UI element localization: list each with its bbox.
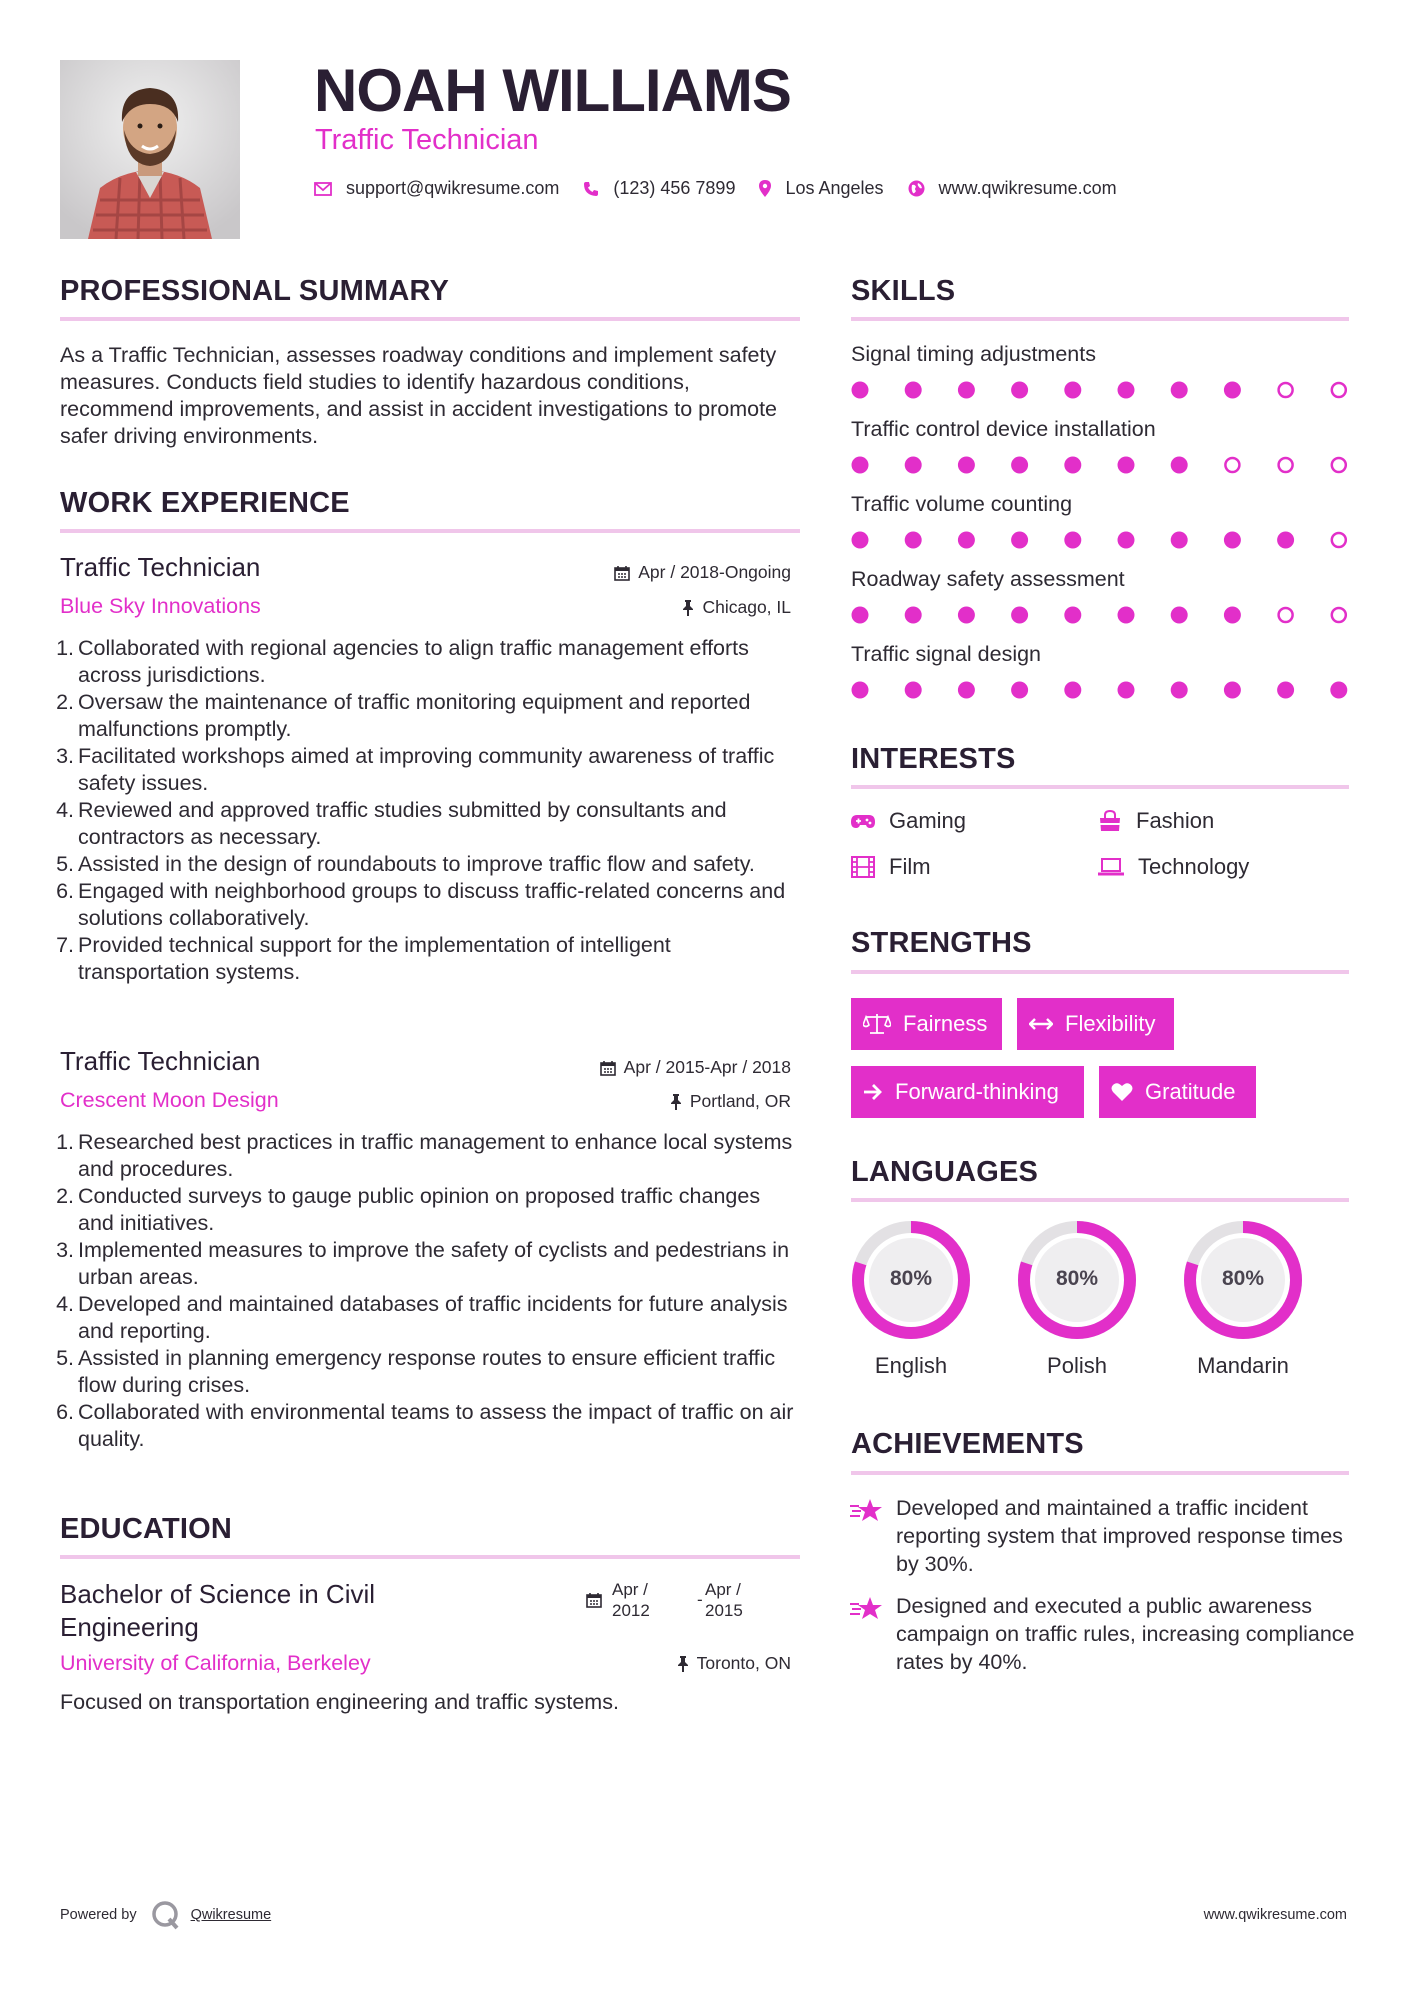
- gamepad-icon: [851, 813, 875, 829]
- bullet-number: 4.: [56, 1292, 74, 1316]
- bullet-text: Provided technical support for the implementation of intelligent transportation systems.: [78, 933, 671, 984]
- skill-dot-filled: [1224, 682, 1241, 699]
- skill-dot-filled: [905, 457, 922, 474]
- bullet-text: Implemented measures to improve the safety of cyclists and pedestrians in urban areas.: [78, 1238, 790, 1289]
- education-end-year: 2015: [705, 1601, 743, 1620]
- strength-tag-gratitude: [1099, 1066, 1256, 1118]
- bullet-number: 6.: [56, 879, 74, 903]
- skills-heading: SKILLS: [851, 275, 956, 307]
- experience-divider: [60, 529, 800, 533]
- skill-dot-empty: [1279, 458, 1293, 472]
- language-percent: 80%: [1055, 1267, 1099, 1290]
- shooting-star-icon: [849, 1594, 883, 1622]
- pushpin-icon: [682, 600, 694, 616]
- strength-tag-fairness: [851, 998, 1002, 1050]
- skill-rating: [851, 605, 1349, 625]
- bullet-item: [56, 743, 800, 797]
- job-2-location-text: Portland, OR: [689, 1091, 791, 1111]
- contact-bar: [314, 178, 1141, 199]
- skill-dot-filled: [1011, 382, 1028, 399]
- job-1-bullets: [56, 635, 800, 986]
- bullet-item: [56, 635, 800, 689]
- bullet-text: Conducted surveys to gauge public opinion on proposed traffic changes and initiatives.: [78, 1184, 761, 1235]
- bullet-item: [56, 1183, 800, 1237]
- summary-text: As a Traffic Technician, assesses roadway conditions and implement safety measures. Conducts field studies to identify hazardous conditions, recommend improvements, and assist in accident investigations to promote safer driving environments.: [60, 343, 778, 448]
- interest-fashion: [1098, 808, 1214, 834]
- bullet-number: 3.: [56, 744, 74, 768]
- bullet-item: [56, 797, 800, 851]
- skill-dot-filled: [1064, 382, 1081, 399]
- skill-dot-filled: [1171, 457, 1188, 474]
- skill-dot-filled: [905, 382, 922, 399]
- skill-dot-filled: [1011, 682, 1028, 699]
- bullet-number: 1.: [56, 636, 74, 660]
- bullet-number: 6.: [56, 1400, 74, 1424]
- education-location: [677, 1653, 791, 1674]
- strength-label: Gratitude: [1145, 1079, 1236, 1104]
- skill-name: Traffic signal design: [851, 642, 1042, 666]
- skill-dot-empty: [1279, 608, 1293, 622]
- qwikresume-logo-icon: [151, 1900, 181, 1930]
- candidate-name: NOAH WILLIAMS: [314, 57, 791, 124]
- skill-name: Traffic control device installation: [851, 417, 1156, 441]
- skill-dot-empty: [1332, 608, 1346, 622]
- skill-rating: [851, 530, 1349, 550]
- skill-dot-filled: [958, 457, 975, 474]
- skill-dot-empty: [1279, 383, 1293, 397]
- bullet-text: Facilitated workshops aimed at improving community awareness of traffic safety issues.: [78, 744, 775, 795]
- education-date-dash: -: [697, 1590, 703, 1609]
- skill-dot-filled: [1118, 682, 1135, 699]
- skill-dot-filled: [852, 457, 869, 474]
- laptop-icon: [1098, 858, 1124, 876]
- skill-dot-filled: [852, 682, 869, 699]
- interest-gaming: [851, 808, 966, 834]
- skill-dot-filled: [1171, 382, 1188, 399]
- calendar-icon: [600, 1060, 616, 1076]
- summary-heading: PROFESSIONAL SUMMARY: [60, 275, 450, 307]
- bullet-number: 5.: [56, 1346, 74, 1370]
- education-school: University of California, Berkeley: [60, 1651, 371, 1675]
- bullet-text: Collaborated with regional agencies to align traffic management efforts across jurisdictions.: [78, 636, 749, 687]
- bullet-text: Researched best practices in traffic management to enhance local systems and procedures.: [78, 1130, 793, 1181]
- skill-name: Signal timing adjustments: [851, 342, 1096, 366]
- language-percent: 80%: [1221, 1267, 1265, 1290]
- job-1-date: [614, 562, 791, 583]
- bullet-item: [56, 1399, 800, 1453]
- phone-text: (123) 456 7899: [613, 178, 736, 198]
- arrows-horizontal-icon: [1029, 1017, 1053, 1031]
- job-2-date-text: Apr / 2015-Apr / 2018: [623, 1057, 791, 1077]
- strength-tag-flexibility: [1017, 998, 1174, 1050]
- education-start-month: Apr /: [612, 1580, 648, 1599]
- skill-dot-filled: [905, 532, 922, 549]
- envelope-icon: [314, 182, 332, 196]
- skill-dot-filled: [1118, 607, 1135, 624]
- education-start-year: 2012: [612, 1601, 650, 1620]
- bullet-item: [56, 689, 800, 743]
- pushpin-icon: [677, 1656, 689, 1672]
- skill-dot-filled: [852, 532, 869, 549]
- skill-dot-filled: [1277, 532, 1294, 549]
- skill-dot-filled: [1011, 457, 1028, 474]
- skill-dot-filled: [1171, 682, 1188, 699]
- education-degree: Bachelor of Science in Civil Engineering: [60, 1579, 376, 1642]
- qwikresume-link[interactable]: Qwikresume: [190, 1907, 272, 1923]
- candidate-title: Traffic Technician: [315, 124, 539, 156]
- job-1-date-text: Apr / 2018-Ongoing: [638, 562, 791, 582]
- strength-label: Forward-thinking: [895, 1079, 1059, 1104]
- languages-divider: [851, 1198, 1349, 1202]
- skill-dot-filled: [1118, 382, 1135, 399]
- strength-tag-forward-thinking: [851, 1066, 1084, 1118]
- job-2-company: Crescent Moon Design: [60, 1088, 279, 1112]
- location-text: Los Angeles: [785, 178, 884, 198]
- strengths-divider: [851, 970, 1349, 974]
- education-end-month: Apr /: [705, 1580, 741, 1599]
- bullet-number: 3.: [56, 1238, 74, 1262]
- bullet-item: [56, 1237, 800, 1291]
- skill-dot-empty: [1332, 383, 1346, 397]
- skill-dot-empty: [1225, 458, 1239, 472]
- education-start-date: [612, 1579, 650, 1621]
- strength-label: Flexibility: [1065, 1011, 1156, 1036]
- skill-rating: [851, 680, 1349, 700]
- skill-dot-filled: [1118, 532, 1135, 549]
- bullet-text: Assisted in planning emergency response routes to ensure efficient traffic flow during crises.: [78, 1346, 776, 1397]
- skill-dot-empty: [1332, 533, 1346, 547]
- skill-dot-filled: [905, 682, 922, 699]
- skill-dot-filled: [905, 607, 922, 624]
- globe-icon: [908, 180, 925, 197]
- skill-dot-filled: [1224, 532, 1241, 549]
- contact-phone[interactable]: [583, 178, 735, 199]
- contact-location: [759, 178, 883, 199]
- bullet-item: [56, 932, 800, 986]
- job-1-location: [682, 597, 791, 618]
- profile-photo: [60, 60, 240, 239]
- summary-divider: [60, 317, 800, 321]
- bullet-number: 4.: [56, 798, 74, 822]
- website-text: www.qwikresume.com: [938, 178, 1117, 198]
- powered-by-text: Powered by: [60, 1907, 137, 1923]
- interest-label: Gaming: [889, 808, 967, 833]
- education-divider: [60, 1555, 800, 1559]
- skill-dot-filled: [1171, 532, 1188, 549]
- contact-email[interactable]: [314, 178, 559, 199]
- interest-label: Film: [889, 854, 931, 879]
- interests-heading: INTERESTS: [851, 743, 1016, 775]
- bullet-number: 2.: [56, 690, 74, 714]
- experience-heading: WORK EXPERIENCE: [60, 487, 350, 519]
- footer-powered-by: [60, 1900, 271, 1930]
- shopping-bag-icon: [1098, 810, 1122, 832]
- bullet-item: [56, 1291, 800, 1345]
- bullet-text: Collaborated with environmental teams to assess the impact of traffic on air quality.: [78, 1400, 794, 1451]
- skill-rating: [851, 455, 1349, 475]
- interest-label: Fashion: [1136, 808, 1215, 833]
- skill-dot-filled: [1224, 607, 1241, 624]
- skill-dot-filled: [1330, 682, 1347, 699]
- bullet-number: 5.: [56, 852, 74, 876]
- strength-label: Fairness: [903, 1011, 988, 1036]
- calendar-icon: [586, 1592, 602, 1608]
- skill-dot-filled: [1064, 607, 1081, 624]
- bullet-text: Engaged with neighborhood groups to discuss traffic-related concerns and solutions collaboratively.: [78, 879, 786, 930]
- skill-dot-filled: [1064, 682, 1081, 699]
- skill-dot-filled: [852, 607, 869, 624]
- pushpin-icon: [670, 1094, 682, 1110]
- skill-dot-filled: [1064, 457, 1081, 474]
- skill-dot-filled: [958, 607, 975, 624]
- job-1-location-text: Chicago, IL: [702, 597, 791, 617]
- language-percent: 80%: [889, 1267, 933, 1290]
- job-2-bullets: [56, 1129, 800, 1453]
- achievement-2: Designed and executed a public awareness campaign on traffic rules, increasing compliance rates by 40%.: [896, 1594, 1355, 1674]
- skill-name: Roadway safety assessment: [851, 567, 1125, 591]
- achievements-heading: ACHIEVEMENTS: [851, 1428, 1084, 1460]
- interests-divider: [851, 785, 1349, 789]
- bullet-text: Developed and maintained databases of traffic incidents for future analysis and reporting.: [78, 1292, 788, 1343]
- skill-dot-filled: [1277, 682, 1294, 699]
- language-name: Polish: [1047, 1353, 1107, 1378]
- bullet-text: Oversaw the maintenance of traffic monitoring equipment and reported malfunctions promptly.: [78, 690, 751, 741]
- skill-dot-filled: [1011, 532, 1028, 549]
- bullet-number: 7.: [56, 933, 74, 957]
- bullet-number: 1.: [56, 1130, 74, 1154]
- interest-film: [851, 854, 931, 880]
- skill-dot-filled: [1224, 382, 1241, 399]
- skill-dot-filled: [1011, 607, 1028, 624]
- job-2-title: Traffic Technician: [60, 1046, 261, 1076]
- skill-name: Traffic volume counting: [851, 492, 1073, 516]
- education-heading: EDUCATION: [60, 1513, 233, 1545]
- languages-heading: LANGUAGES: [851, 1156, 1039, 1188]
- arrow-right-icon: [863, 1083, 883, 1101]
- job-1-title: Traffic Technician: [60, 552, 261, 582]
- education-description: Focused on transportation engineering and traffic systems.: [60, 1690, 619, 1714]
- skill-rating: [851, 380, 1349, 400]
- achievements-divider: [851, 1471, 1349, 1475]
- language-name: English: [874, 1353, 948, 1378]
- skill-dot-filled: [1064, 532, 1081, 549]
- education-end-date: [705, 1579, 743, 1621]
- skill-dot-empty: [1332, 458, 1346, 472]
- skill-dot-filled: [958, 682, 975, 699]
- map-pin-icon: [759, 180, 771, 197]
- education-location-text: Toronto, ON: [696, 1653, 791, 1673]
- email-text: support@qwikresume.com: [346, 178, 560, 198]
- interest-technology: [1098, 854, 1249, 880]
- bullet-item: [56, 851, 800, 878]
- contact-website[interactable]: [908, 178, 1117, 199]
- shooting-star-icon: [849, 1496, 883, 1524]
- footer-url[interactable]: www.qwikresume.com: [1203, 1907, 1347, 1923]
- calendar-icon: [614, 565, 630, 581]
- bullet-item: [56, 1345, 800, 1399]
- skill-dot-filled: [958, 382, 975, 399]
- skill-dot-filled: [852, 382, 869, 399]
- bullet-item: [56, 878, 800, 932]
- language-name: Mandarin: [1197, 1353, 1289, 1378]
- interest-label: Technology: [1138, 854, 1250, 879]
- skill-dot-filled: [1118, 457, 1135, 474]
- strengths-heading: STRENGTHS: [851, 927, 1032, 959]
- skill-dot-filled: [1171, 607, 1188, 624]
- film-icon: [851, 856, 875, 878]
- job-1-company: Blue Sky Innovations: [60, 594, 261, 618]
- bullet-item: [56, 1129, 800, 1183]
- bullet-number: 2.: [56, 1184, 74, 1208]
- job-2-location: [670, 1091, 791, 1112]
- bullet-text: Assisted in the design of roundabouts to improve traffic flow and safety.: [78, 852, 755, 876]
- achievement-1: Developed and maintained a traffic incident reporting system that improved response times by 30%.: [896, 1496, 1343, 1576]
- skill-dot-filled: [958, 532, 975, 549]
- job-2-date: [600, 1057, 791, 1078]
- phone-icon: [583, 181, 599, 197]
- skills-divider: [851, 317, 1349, 321]
- balance-scale-icon: [863, 1013, 891, 1035]
- bullet-text: Reviewed and approved traffic studies submitted by consultants and contractors as necessary.: [78, 798, 727, 849]
- heart-icon: [1111, 1082, 1133, 1102]
